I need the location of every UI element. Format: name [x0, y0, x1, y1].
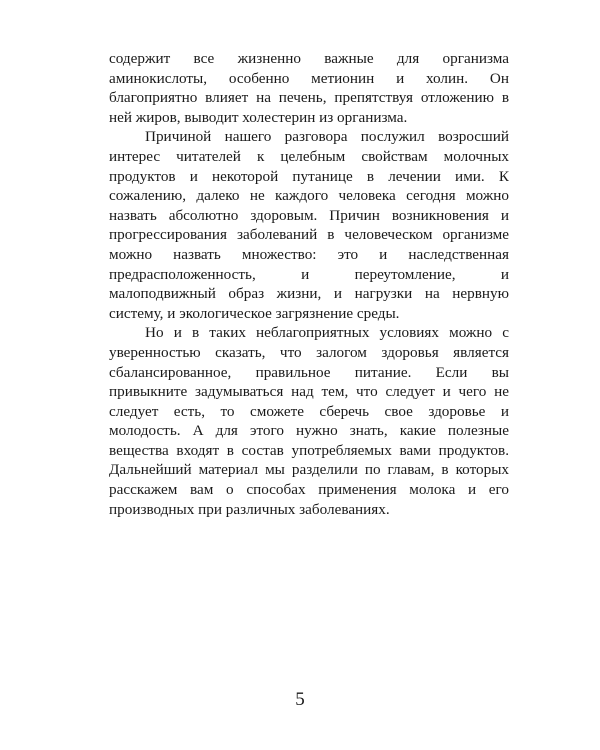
- paragraph-3: [109, 323, 509, 519]
- text-line: можно назвать множество: это и наследственная: [109, 245, 509, 263]
- text-line: систему, и экологическое загрязнение среды.: [109, 304, 400, 322]
- text-line: содержит все жизненно важные для организма: [109, 50, 509, 67]
- text-line: предрасположенность, и переутомление, и: [109, 265, 509, 283]
- text-line: вещества входят в состав употребляемых вами продуктов.: [109, 441, 509, 459]
- text-line: малоподвижный образ жизни, и нагрузки на нервную: [109, 285, 509, 303]
- text-line: следует есть, то сможете сберечь свое здоровье и: [109, 402, 509, 420]
- text-line: молодость. А для этого нужно знать, какие полезные: [109, 422, 509, 440]
- text-line: Дальнейший материал мы разделили по главам, в которых: [109, 461, 509, 479]
- text-line: назвать абсолютно здоровым. Причин возникновения и: [109, 206, 509, 224]
- page-number: 5: [295, 689, 305, 710]
- text-line: производных при различных заболеваниях.: [109, 500, 390, 518]
- body-text: [109, 49, 509, 519]
- text-line: продуктов и некоторой путанице в лечении ими. К: [109, 167, 509, 185]
- text-line: привыкните задумываться над тем, что следует и чего не: [109, 383, 509, 401]
- paragraph-1: [109, 49, 509, 127]
- text-line: ней жиров, выводит холестерин из организма.: [109, 108, 408, 126]
- paragraph-2: [109, 127, 509, 323]
- text-line: сбалансированное, правильное питание. Если вы: [109, 363, 509, 381]
- text-line: благоприятно влияет на печень, препятствуя отложению в: [109, 89, 509, 107]
- text-line: аминокислоты, особенно метионин и холин. Он: [109, 69, 509, 87]
- text-line: прогрессирования заболеваний в человеческом организме: [109, 226, 509, 244]
- text-line: расскажем вам о способах применения молока и его: [109, 481, 509, 499]
- text-line: сожалению, далеко не каждого человека сегодня можно: [109, 187, 509, 205]
- text-line: уверенностью сказать, что залогом здоровья является: [109, 343, 509, 361]
- text-line: Причиной нашего разговора послужил возросший: [145, 128, 509, 146]
- text-line: интерес читателей к целебным свойствам молочных: [109, 147, 509, 165]
- text-line: Но и в таких неблагоприятных условиях можно с: [145, 324, 509, 342]
